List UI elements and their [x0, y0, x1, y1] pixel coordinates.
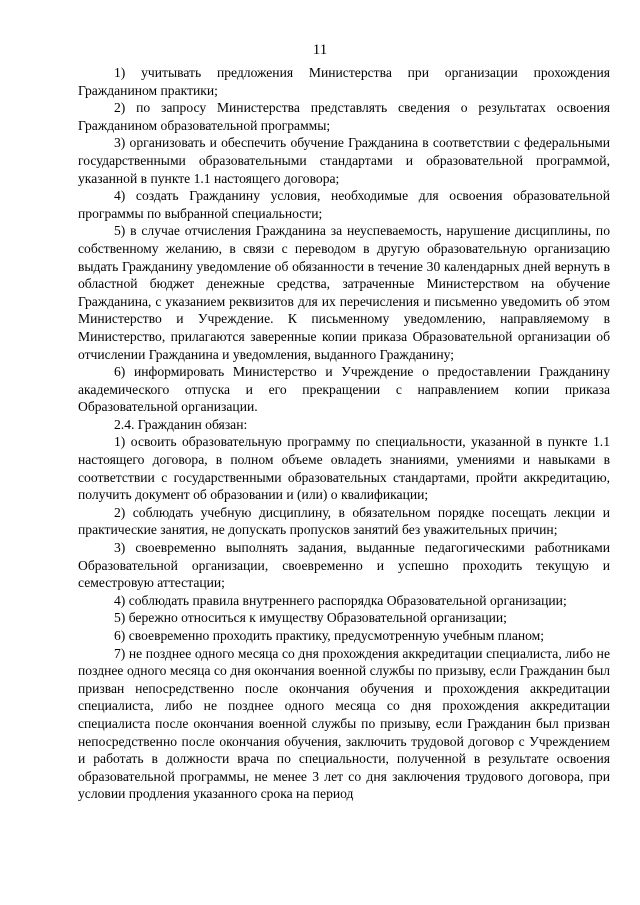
- document-body: [78, 64, 610, 803]
- paragraph-2-4-1: 1) освоить образовательную программу по специальности, указанной в пункте 1.1 настоящего договора, в полном объеме овладеть знаниями, умениями и навыками в соответствии с государственными образовательных стандартами, пройти аккредитацию, получить документ об образовании и (или) о квалификации;: [78, 434, 610, 503]
- paragraph-2-3-6: 6) информировать Министерство и Учреждение о предоставлении Гражданину академического отпуска и его прекращении с направлением копии приказа Образовательной организации.: [78, 364, 610, 415]
- paragraph-2-4-5: 5) бережно относиться к имуществу Образовательной организации;: [114, 610, 507, 626]
- paragraph-2-4-4: 4) соблюдать правила внутреннего распорядка Образовательной организации;: [114, 592, 567, 608]
- paragraph-2-3-5: 5) в случае отчисления Гражданина за неуспеваемость, нарушение дисциплины, по собственному желанию, в связи с переводом в другую образовательную организацию выдать Гражданину уведомление об обязанности в течение 30 календарных дней вернуть в областной бюджет денежные средства, затраченные Министерством на обучение Гражданина, с указанием реквизитов для их перечисления и письменно уведомить об этом Министерство и Учреждение. К письменному уведомлению, направляемому в Министерство, прилагаются заверенные копии приказа Образовательной организации об отчислении Гражданина и уведомления, выданного Гражданину;: [78, 223, 610, 362]
- paragraph-2-3-4: 4) создать Гражданину условия, необходимые для освоения образовательной программы по выбранной специальности;: [78, 188, 610, 221]
- paragraph-2-4-7: 7) не позднее одного месяца со дня прохождения аккредитации специалиста, либо не позднее одного месяца со дня окончания военной службы по призыву, если Гражданин был призван непосредственно после окончания обучения и прохождения аккредитации специалиста, либо не позднее одного месяца со дня прохождения аккредитации специалиста после окончания военной службы по призыву, если Гражданин был призван непосредственно после окончания обучения, заключить трудовой договор с Учреждением и работать в должности врача по специальности, полученной в результате освоения образовательной программы, не менее 3 лет со дня заключения трудового договора, при условии продления указанного срока на период: [78, 645, 610, 802]
- paragraph-2-4-6: 6) своевременно проходить практику, предусмотренную учебным планом;: [114, 628, 545, 643]
- paragraph-2-3-3: 3) организовать и обеспечить обучение Гражданина в соответствии с федеральными государственными образовательными стандартами и образовательной программой, указанной в пункте 1.1 настоящего договора;: [78, 135, 610, 186]
- paragraph-2-4-2: 2) соблюдать учебную дисциплину, в обязательном порядке посещать лекции и практические занятия, не допускать пропусков занятий без уважительных причин;: [78, 504, 610, 538]
- paragraph-2-3-2: 2) по запросу Министерства представлять сведения о результатах освоения Гражданином образовательной программы;: [78, 100, 610, 133]
- paragraph-2-4-3: 3) своевременно выполнять задания, выданные педагогическими работниками Образовательной организации, своевременно и успешно проходить текущую и семестровую аттестации;: [78, 540, 610, 591]
- page-number: 11: [312, 42, 328, 58]
- section-heading-2-4: 2.4. Гражданин обязан:: [114, 416, 248, 432]
- paragraph-2-3-1: 1) учитывать предложения Министерства при организации прохождения Гражданином практики;: [78, 65, 610, 98]
